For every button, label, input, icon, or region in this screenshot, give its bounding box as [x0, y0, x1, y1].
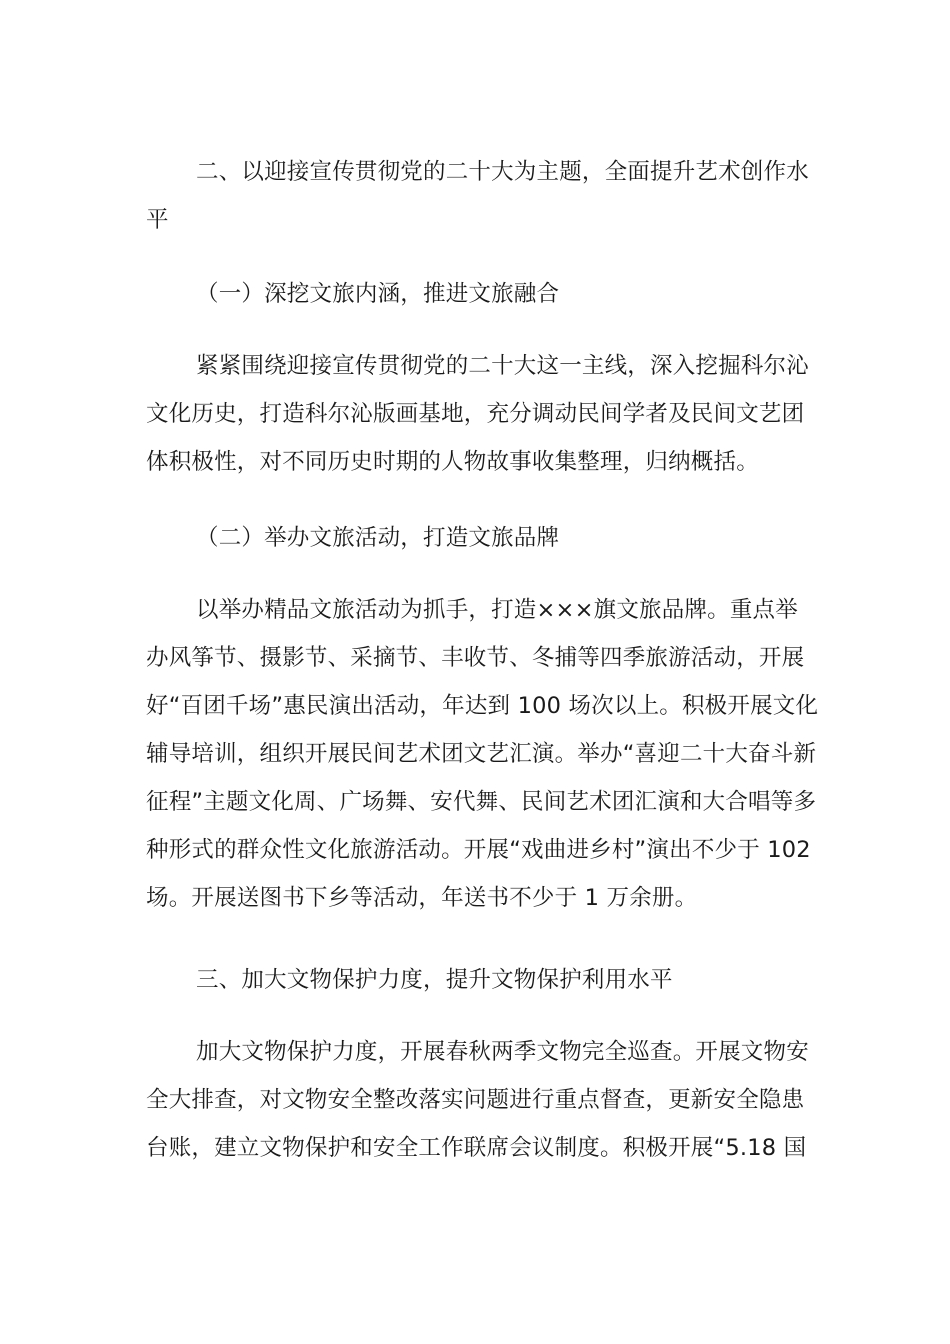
text-line: 好“百团千场”惠民演出活动，年达到 100 场次以上。积极开展文化 [146, 693, 819, 719]
subsection-heading-2 [146, 514, 806, 562]
paragraph-3 [146, 1028, 809, 1172]
section-heading-2 [146, 148, 809, 244]
text-line: 台账，建立文物保护和安全工作联席会议制度。积极开展“5.18 国 [146, 1135, 807, 1161]
text-line: （一）深挖文旅内涵，推进文旅融合 [196, 281, 560, 307]
section-heading-3 [146, 956, 806, 1004]
text-line: 平 [146, 207, 169, 233]
paragraph-1 [146, 342, 809, 486]
subsection-heading-1 [146, 270, 806, 318]
text-line: 文化历史，打造科尔沁版画基地，充分调动民间学者及民间文艺团 [146, 401, 805, 427]
text-line: 全大排查，对文物安全整改落实问题进行重点督查，更新安全隐患 [146, 1087, 805, 1113]
text-line: （二）举办文旅活动，打造文旅品牌 [196, 525, 560, 551]
text-line: 紧紧围绕迎接宣传贯彻党的二十大这一主线，深入挖掘科尔沁 [196, 353, 809, 379]
text-line: 加大文物保护力度，开展春秋两季文物完全巡查。开展文物安 [196, 1039, 809, 1065]
text-line: 征程”主题文化周、广场舞、安代舞、民间艺术团汇演和大合唱等多 [146, 789, 817, 815]
paragraph-2 [146, 586, 819, 922]
text-line: 辅导培训，组织开展民间艺术团文艺汇演。举办“喜迎二十大奋斗新 [146, 741, 817, 767]
text-line: 体积极性，对不同历史时期的人物故事收集整理，归纳概括。 [146, 449, 759, 475]
text-line: 三、加大文物保护力度，提升文物保护利用水平 [196, 967, 673, 993]
text-line: 二、以迎接宣传贯彻党的二十大为主题，全面提升艺术创作水 [196, 159, 809, 185]
text-line: 办风筝节、摄影节、采摘节、丰收节、冬捕等四季旅游活动，开展 [146, 645, 805, 671]
text-line: 以举办精品文旅活动为抓手，打造×××旗文旅品牌。重点举 [196, 597, 798, 623]
text-line: 场。开展送图书下乡等活动，年送书不少于 1 万余册。 [146, 885, 698, 911]
text-line: 种形式的群众性文化旅游活动。开展“戏曲进乡村”演出不少于 102 [146, 837, 811, 863]
